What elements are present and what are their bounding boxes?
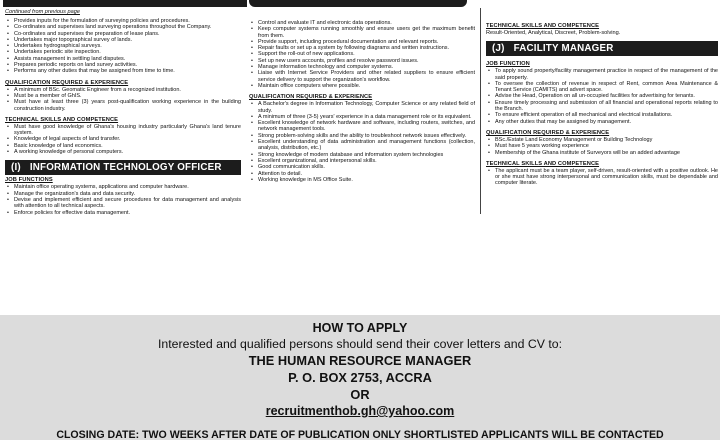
list-item: • Prepares periodic reports on land survey activities. [5,62,241,68]
list-item: • Any other duties that may be assigned by management. [486,119,718,125]
or-separator: OR [350,387,370,402]
qualification-heading: QUALIFICATION REQUIRED & EXPERIENCE [249,94,373,101]
list-item: • Support the roll-out of new applications. [249,51,475,57]
list-item: • Ensure timely processing and submission of all financial and operational reports relating to the Branch. [486,100,718,113]
list-item: • Must have at least three (3) years post-qualification working experience in the building construction industry. [5,99,241,112]
postal-address: P. O. BOX 2753, ACCRA [288,370,432,385]
list-item: • Maintain office computers where possible. [249,83,475,89]
column-2 [249,9,475,183]
surveyor-qualifications-list [5,87,241,112]
banner-title: FACILITY MANAGER [513,43,614,55]
list-item: • Performs any other duties that may be assigned from time to time. [5,68,241,74]
list-item: • Assists management in settling land disputes. [5,56,241,62]
list-item: • To apply sound property/facility management practice in respect of the management of the said property. [486,68,718,81]
job-function-heading: JOB FUNCTION [486,61,530,68]
list-item: • Provide support, including procedural documentation and relevant reports. [249,39,475,45]
list-item: • Must be a member of GhIS. [5,93,241,99]
list-item: • To oversee the collection of revenue in respect of Rent, common Area Maintenance & Tenant Service (CAMITS) and advert space. [486,81,718,94]
how-to-apply-heading: HOW TO APPLY [312,321,408,335]
list-item: • A Bachelor's degree in Information Technology, Computer Science or any related field of study. [249,101,475,114]
list-item: • Excellent organizational, and interpersonal skills. [249,158,475,164]
list-item: • Strong problem-solving skills and the ability to troubleshoot network issues effectively. [249,133,475,139]
column-1 [5,9,241,216]
list-item: • Must have good knowledge of Ghana's housing industry particularly Ghana's land tenure system. [5,124,241,137]
list-item: • A working knowledge of personal computers. [5,149,241,155]
list-item: • Undertakes major topographical survey of lands. [5,37,241,43]
list-item: • Attention to detail. [249,171,475,177]
list-item: • Devise and implement efficient and secure procedures for data management and analysis with attention to all technical aspects. [5,197,241,210]
list-item: • Strong knowledge of modern database and information system technologies [249,152,475,158]
banner-title: INFORMATION TECHNOLOGY OFFICER [29,162,222,174]
list-item: • Repair faults or set up a system by following diagrams and written instructions. [249,45,475,51]
technical-skills-heading: TECHNICAL SKILLS AND COMPETENCE [486,23,600,29]
list-item: • Excellent understanding of data administration and management functions (collection, analysis, distribution, etc.) [249,139,475,152]
list-item: • A minimum of BSc. Geomatic Engineer from a recognized institution. [5,87,241,93]
it-functions-list-continued [249,20,475,89]
list-item: • A minimum of three (3-5) years' experience in a data management role or its equivalent. [249,114,475,120]
column-divider [480,8,481,214]
list-item: • Advise the Head, Operation on all un-occupied facilities for advertising for tenants. [486,93,718,99]
facility-manager-banner [486,41,718,56]
technical-skills-heading: TECHNICAL SKILLS AND COMPETENCE [5,116,119,123]
closing-date-notice: CLOSING DATE: TWO WEEKS AFTER DATE OF PUBLICATION ONLY SHORTLISTED APPLICANTS WILL BE CONTACTED [56,429,664,440]
application-email-link[interactable]: recruitmenthob.gh@yahoo.com [265,404,455,418]
list-item: • Knowledge of legal aspects of land transfer. [5,136,241,142]
banner-letter: (I) [11,162,21,174]
list-item: • Manage the organization's data and data security. [5,191,241,197]
list-item: • Keep computer systems running smoothly and ensure users get the maximum benefit from them. [249,26,475,39]
facility-qualifications-list [486,137,718,156]
banner-letter: (J) [492,43,505,55]
top-bar-left [3,0,247,7]
qualification-heading: QUALIFICATION REQUIRED & EXPERIENCE [5,79,129,86]
it-officer-banner [5,160,241,175]
list-item: • Liaise with Internet Service Providers and other related suppliers to ensure efficient service delivery to support the organization's workflow. [249,70,475,83]
how-to-apply-section [0,315,720,440]
list-item: • Co-ordinates and supervises the preparation of lease plans. [5,31,241,37]
list-item: • BSc./Estate Land Economy Management or Building Technology [486,137,718,143]
column-3 [486,9,718,187]
list-item: • Co-ordinates and supervises land surveying operations throughout the Company. [5,24,241,30]
job-functions-heading: JOB FUNCTIONS [5,177,53,184]
it-qualifications-list [249,101,475,183]
list-item: • Undertakes periodic site inspection. [5,49,241,55]
list-item: • Excellent knowledge of network hardware and software, including routers, switches, and network management tools. [249,120,475,133]
continued-note: Continued from previous page [5,9,80,15]
list-item: • Control and evaluate IT and electronic data operations. [249,20,475,26]
apply-instructions: Interested and qualified persons should send their cover letters and CV to: [158,337,562,351]
technical-skills-text: Result-Oriented, Analytical, Discreet, Problem-solving. [486,30,621,36]
qualification-heading: QUALIFICATION REQUIRED & EXPERIENCE [486,129,610,136]
list-item: • Basic knowledge of land economics. [5,143,241,149]
list-item: • The applicant must be a team player, self-driven, result-oriented with a positive outlook. He or she must have strong interpersonal and communication skills, must be dependable and computer literate. [486,168,718,187]
list-item: • Membership of the Ghana institute of Surveyors will be an added advantage [486,150,718,156]
technical-skills-heading: TECHNICAL SKILLS AND COMPETENCE [486,160,600,167]
list-item: • Maintain office operating systems, applications and computer hardware. [5,184,241,190]
list-item: • To ensure efficient operation of all mechanical and electrical installations. [486,112,718,118]
list-item: • Manage information technology and computer systems. [249,64,475,70]
list-item: • Good communication skills. [249,164,475,170]
recipient-name: THE HUMAN RESOURCE MANAGER [248,353,472,368]
list-item: • Set up new users accounts, profiles and resolve password issues. [249,58,475,64]
list-item: • Working knowledge in MS Office Suite. [249,177,475,183]
list-item: • Enforce policies for effective data management. [5,210,241,216]
list-item: • Undertakes hydrographical surveys. [5,43,241,49]
it-functions-list [5,184,241,215]
surveyor-skills-list [5,124,241,155]
surveyor-duties-list [5,18,241,75]
list-item: • Provides inputs for the formulation of surveying policies and procedures. [5,18,241,24]
facility-skills-list [486,168,718,187]
facility-functions-list [486,68,718,125]
top-bar-right [249,0,467,7]
list-item: • Must have 5 years working experience [486,143,718,149]
